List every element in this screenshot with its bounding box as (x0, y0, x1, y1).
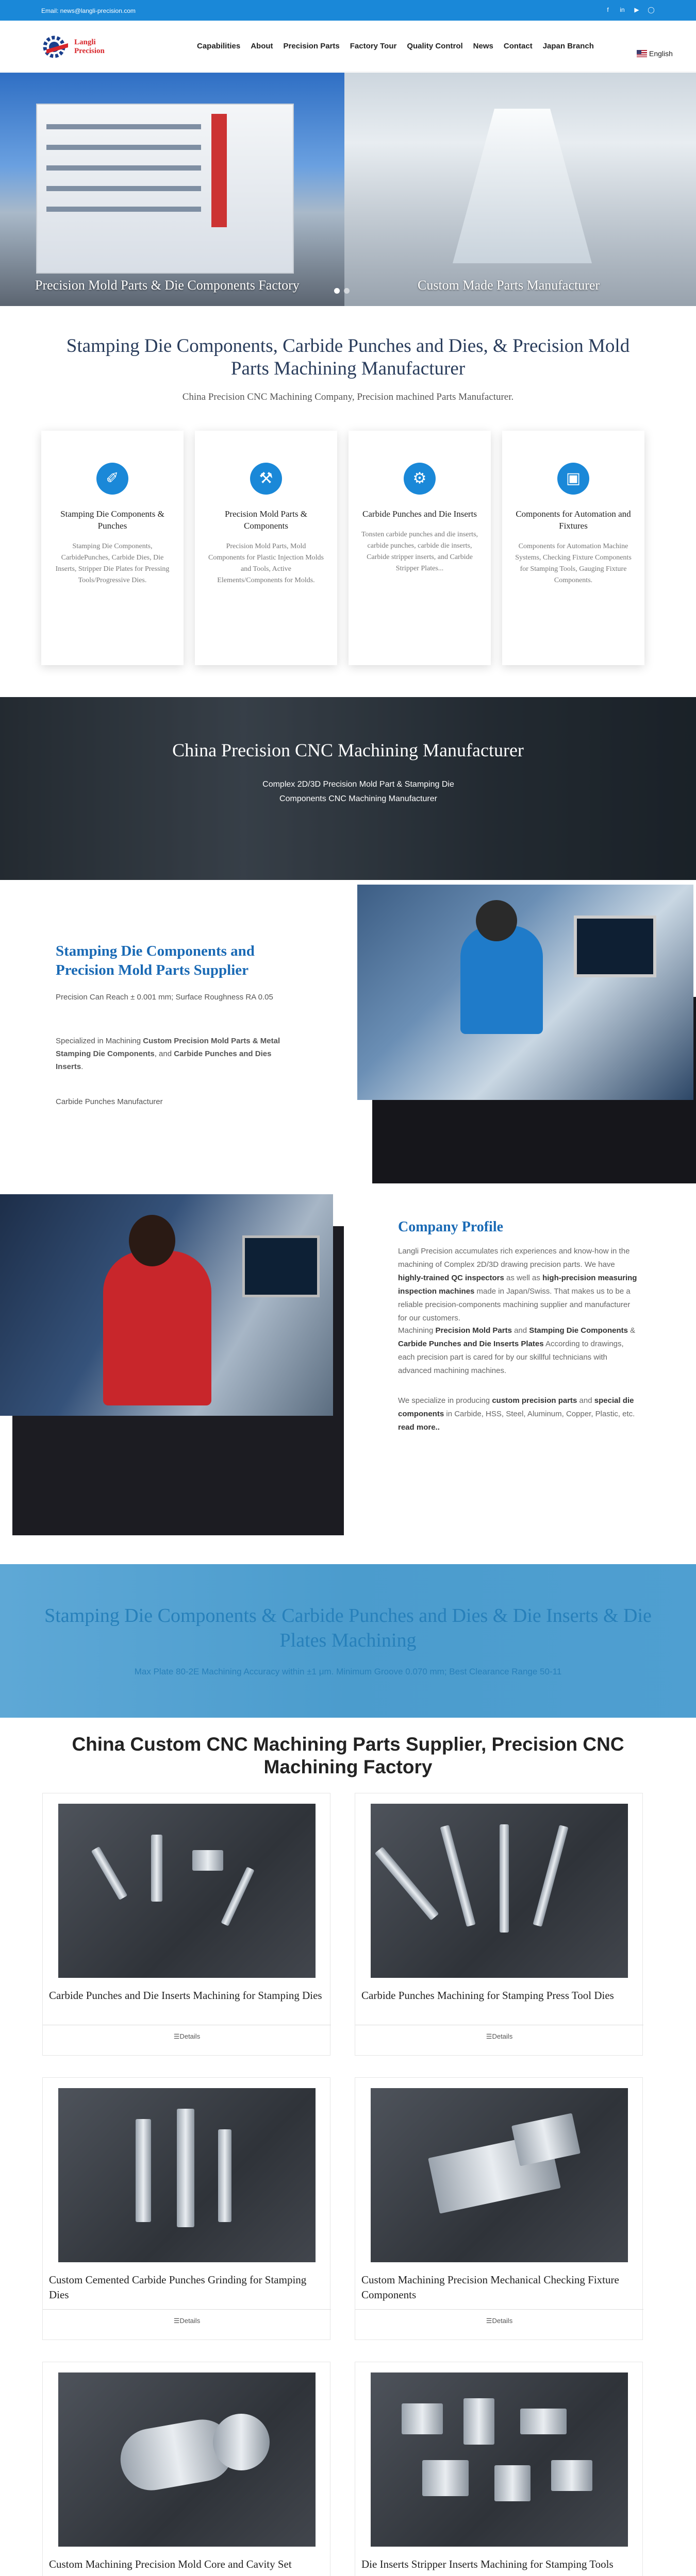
header (0, 21, 696, 72)
technician-image (357, 885, 693, 1100)
profile-text-3: We specialize in producing custom precision parts and special die components in Carbide, HSS, Steel, Aluminum, Copper, Plastic, etc. read more.. (398, 1396, 635, 1432)
product-card[interactable] (355, 2362, 643, 2576)
card-text: Stamping Die Components, CarbidePunches, Carbide Dies, Die Inserts, Stripper Die Plates for Pressing Tools/Progressive Dies. (55, 543, 170, 584)
instagram-icon[interactable]: ◯ (648, 6, 655, 13)
cnc-banner (0, 697, 696, 880)
logo-line1: Langli (74, 38, 96, 46)
nav-about[interactable]: About (251, 42, 273, 50)
hero-slide-factory (0, 73, 344, 306)
main-nav (192, 40, 599, 53)
supplier-precision-text: Precision Can Reach ± 0.001 mm; Surface Roughness RA 0.05 (56, 993, 273, 1002)
nav-news[interactable]: News (473, 42, 493, 50)
banner-title: Stamping Die Components & Carbide Punches and Dies & Die Inserts & Die Plates Machining (44, 1605, 652, 1651)
banner-text: Complex 2D/3D Precision Mold Part & Stamping Die Components CNC Machining Manufacturer (262, 780, 454, 803)
service-cards (41, 431, 655, 668)
slider-dot[interactable] (334, 288, 340, 294)
hero-slide-office (344, 73, 696, 306)
card-text: Components for Automation Machine Systems, Checking Fixture Components for Stamping Tools, Gauging Fixture Components. (515, 543, 632, 584)
product-image (58, 2088, 316, 2262)
product-title[interactable]: Custom Cemented Carbide Punches Grinding for Stamping Dies (49, 2274, 307, 2301)
nav-precision-parts[interactable]: Precision Parts (283, 42, 340, 50)
read-more-link[interactable]: read more.. (398, 1423, 440, 1432)
hero-caption-left: Precision Mold Parts & Die Components Factory (35, 278, 300, 293)
supplier-carbide-text: Carbide Punches Manufacturer (56, 1097, 163, 1106)
product-card[interactable] (355, 1793, 643, 2056)
card-text: Precision Mold Parts, Mold Components for Plastic Injection Molds and Tools, Active Elements/Components for Molds. (208, 543, 324, 584)
product-title[interactable]: Carbide Punches Machining for Stamping Press Tool Dies (361, 1989, 614, 2002)
factory-building-image (36, 104, 294, 274)
card-title: Stamping Die Components & Punches (60, 509, 164, 531)
facebook-icon[interactable]: f (607, 6, 609, 13)
product-title[interactable]: Custom Machining Precision Mechanical Checking Fixture Components (361, 2274, 619, 2301)
gear-logo-icon (41, 34, 71, 60)
pen-tool-icon: ✐ (96, 463, 128, 495)
product-title[interactable]: Custom Machining Precision Mold Core and Cavity Set (49, 2558, 292, 2570)
page-subtitle: China Precision CNC Machining Company, Precision machined Parts Manufacturer. (182, 392, 514, 402)
card-text: Tonsten carbide punches and die inserts, carbide punches, carbide die inserts, Carbide stripper inserts, and Carbide Stripper Plates... (361, 531, 478, 572)
products-title: China Custom CNC Machining Parts Supplier, Precision CNC Machining Factory (72, 1734, 624, 1777)
banner-text: Max Plate 80-2E Machining Accuracy within ±1 μm. Minimum Groove 0.070 mm; Best Clearance Range 50-11 (134, 1667, 562, 1676)
logo-line2: Precision (74, 47, 105, 55)
language-switcher[interactable] (637, 49, 673, 58)
product-title[interactable]: Die Inserts Stripper Inserts Machining for Stamping Tools (361, 2558, 614, 2570)
banner-title: China Precision CNC Machining Manufacturer (172, 740, 524, 760)
product-title[interactable]: Carbide Punches and Die Inserts Machining for Stamping Dies (49, 1989, 322, 2002)
nav-japan-branch[interactable]: Japan Branch (542, 42, 594, 50)
corridor-image (453, 109, 592, 263)
language-label: English (649, 49, 673, 58)
slider-dots (334, 288, 350, 294)
page-title: Stamping Die Components, Carbide Punches and Dies, & Precision Mold Parts Machining Manufacturer (66, 335, 630, 379)
inspector-image (0, 1194, 333, 1416)
profile-title: Company Profile (398, 1219, 504, 1235)
list-icon: ☰ (486, 2317, 492, 2325)
product-card[interactable] (42, 2077, 330, 2340)
hero-slider[interactable] (0, 73, 696, 306)
product-image (371, 2372, 628, 2547)
product-card[interactable] (355, 2077, 643, 2340)
component-icon: ▣ (557, 463, 589, 495)
nav-capabilities[interactable]: Capabilities (197, 42, 241, 50)
product-image (58, 1804, 316, 1978)
us-flag-icon (637, 50, 647, 57)
product-card[interactable] (42, 2362, 330, 2576)
social-links (604, 6, 655, 13)
profile-text-2: Machining Precision Mold Parts and Stamping Die Components & Carbide Punches and Die Inserts Plates According to drawings, each precision part is cared for by our skillful technicians with advanced machining machines. (398, 1326, 636, 1375)
email-link[interactable]: Email: news@langli-precision.com (41, 7, 136, 14)
wrench-icon: ⚒ (250, 463, 282, 495)
service-card[interactable] (502, 431, 644, 665)
list-icon: ☰ (486, 2032, 492, 2040)
details-link[interactable]: ☰Details (355, 2309, 643, 2325)
logo[interactable] (41, 32, 129, 62)
service-card[interactable] (349, 431, 491, 665)
card-title: Components for Automation and Fixtures (516, 509, 631, 531)
details-link[interactable]: ☰Details (43, 2309, 331, 2325)
details-link[interactable]: ☰Details (355, 2025, 643, 2041)
details-link[interactable]: ☰Details (43, 2025, 331, 2041)
nav-quality-control[interactable]: Quality Control (407, 42, 463, 50)
card-title: Precision Mold Parts & Components (224, 509, 308, 531)
product-image (371, 1804, 628, 1978)
service-card[interactable] (195, 431, 337, 665)
supplier-title: Stamping Die Components and Precision Mold Parts Supplier (56, 943, 255, 978)
product-image (58, 2372, 316, 2547)
slider-dot[interactable] (344, 288, 350, 294)
service-card[interactable] (41, 431, 184, 665)
nav-contact[interactable]: Contact (503, 42, 533, 50)
gear-icon: ⚙ (404, 463, 436, 495)
list-icon: ☰ (173, 2317, 180, 2325)
nav-factory-tour[interactable]: Factory Tour (350, 42, 397, 50)
top-bar (0, 0, 696, 21)
youtube-icon[interactable]: ▶ (634, 6, 639, 13)
product-image (371, 2088, 628, 2262)
linkedin-icon[interactable]: in (620, 6, 625, 13)
list-icon: ☰ (173, 2032, 180, 2040)
supplier-specialized-text: Specialized in Machining Custom Precision Mold Parts & Metal Stamping Die Components, and Carbide Punches and Dies Inserts. (56, 1037, 280, 1071)
profile-text-1: Langli Precision accumulates rich experiences and know-how in the machining of Complex 2D/3D drawing precision parts. We have highly-trained QC inspectors as well as high-precision measuring inspection machines made in Japan/Swiss. That makes us to be a reliable precision-components machining supplier and manufacturer for our customers. (398, 1247, 637, 1323)
card-title: Carbide Punches and Die Inserts (362, 509, 477, 519)
stamping-banner (0, 1564, 696, 1718)
hero-caption-right: Custom Made Parts Manufacturer (418, 278, 600, 293)
product-card[interactable] (42, 1793, 330, 2056)
